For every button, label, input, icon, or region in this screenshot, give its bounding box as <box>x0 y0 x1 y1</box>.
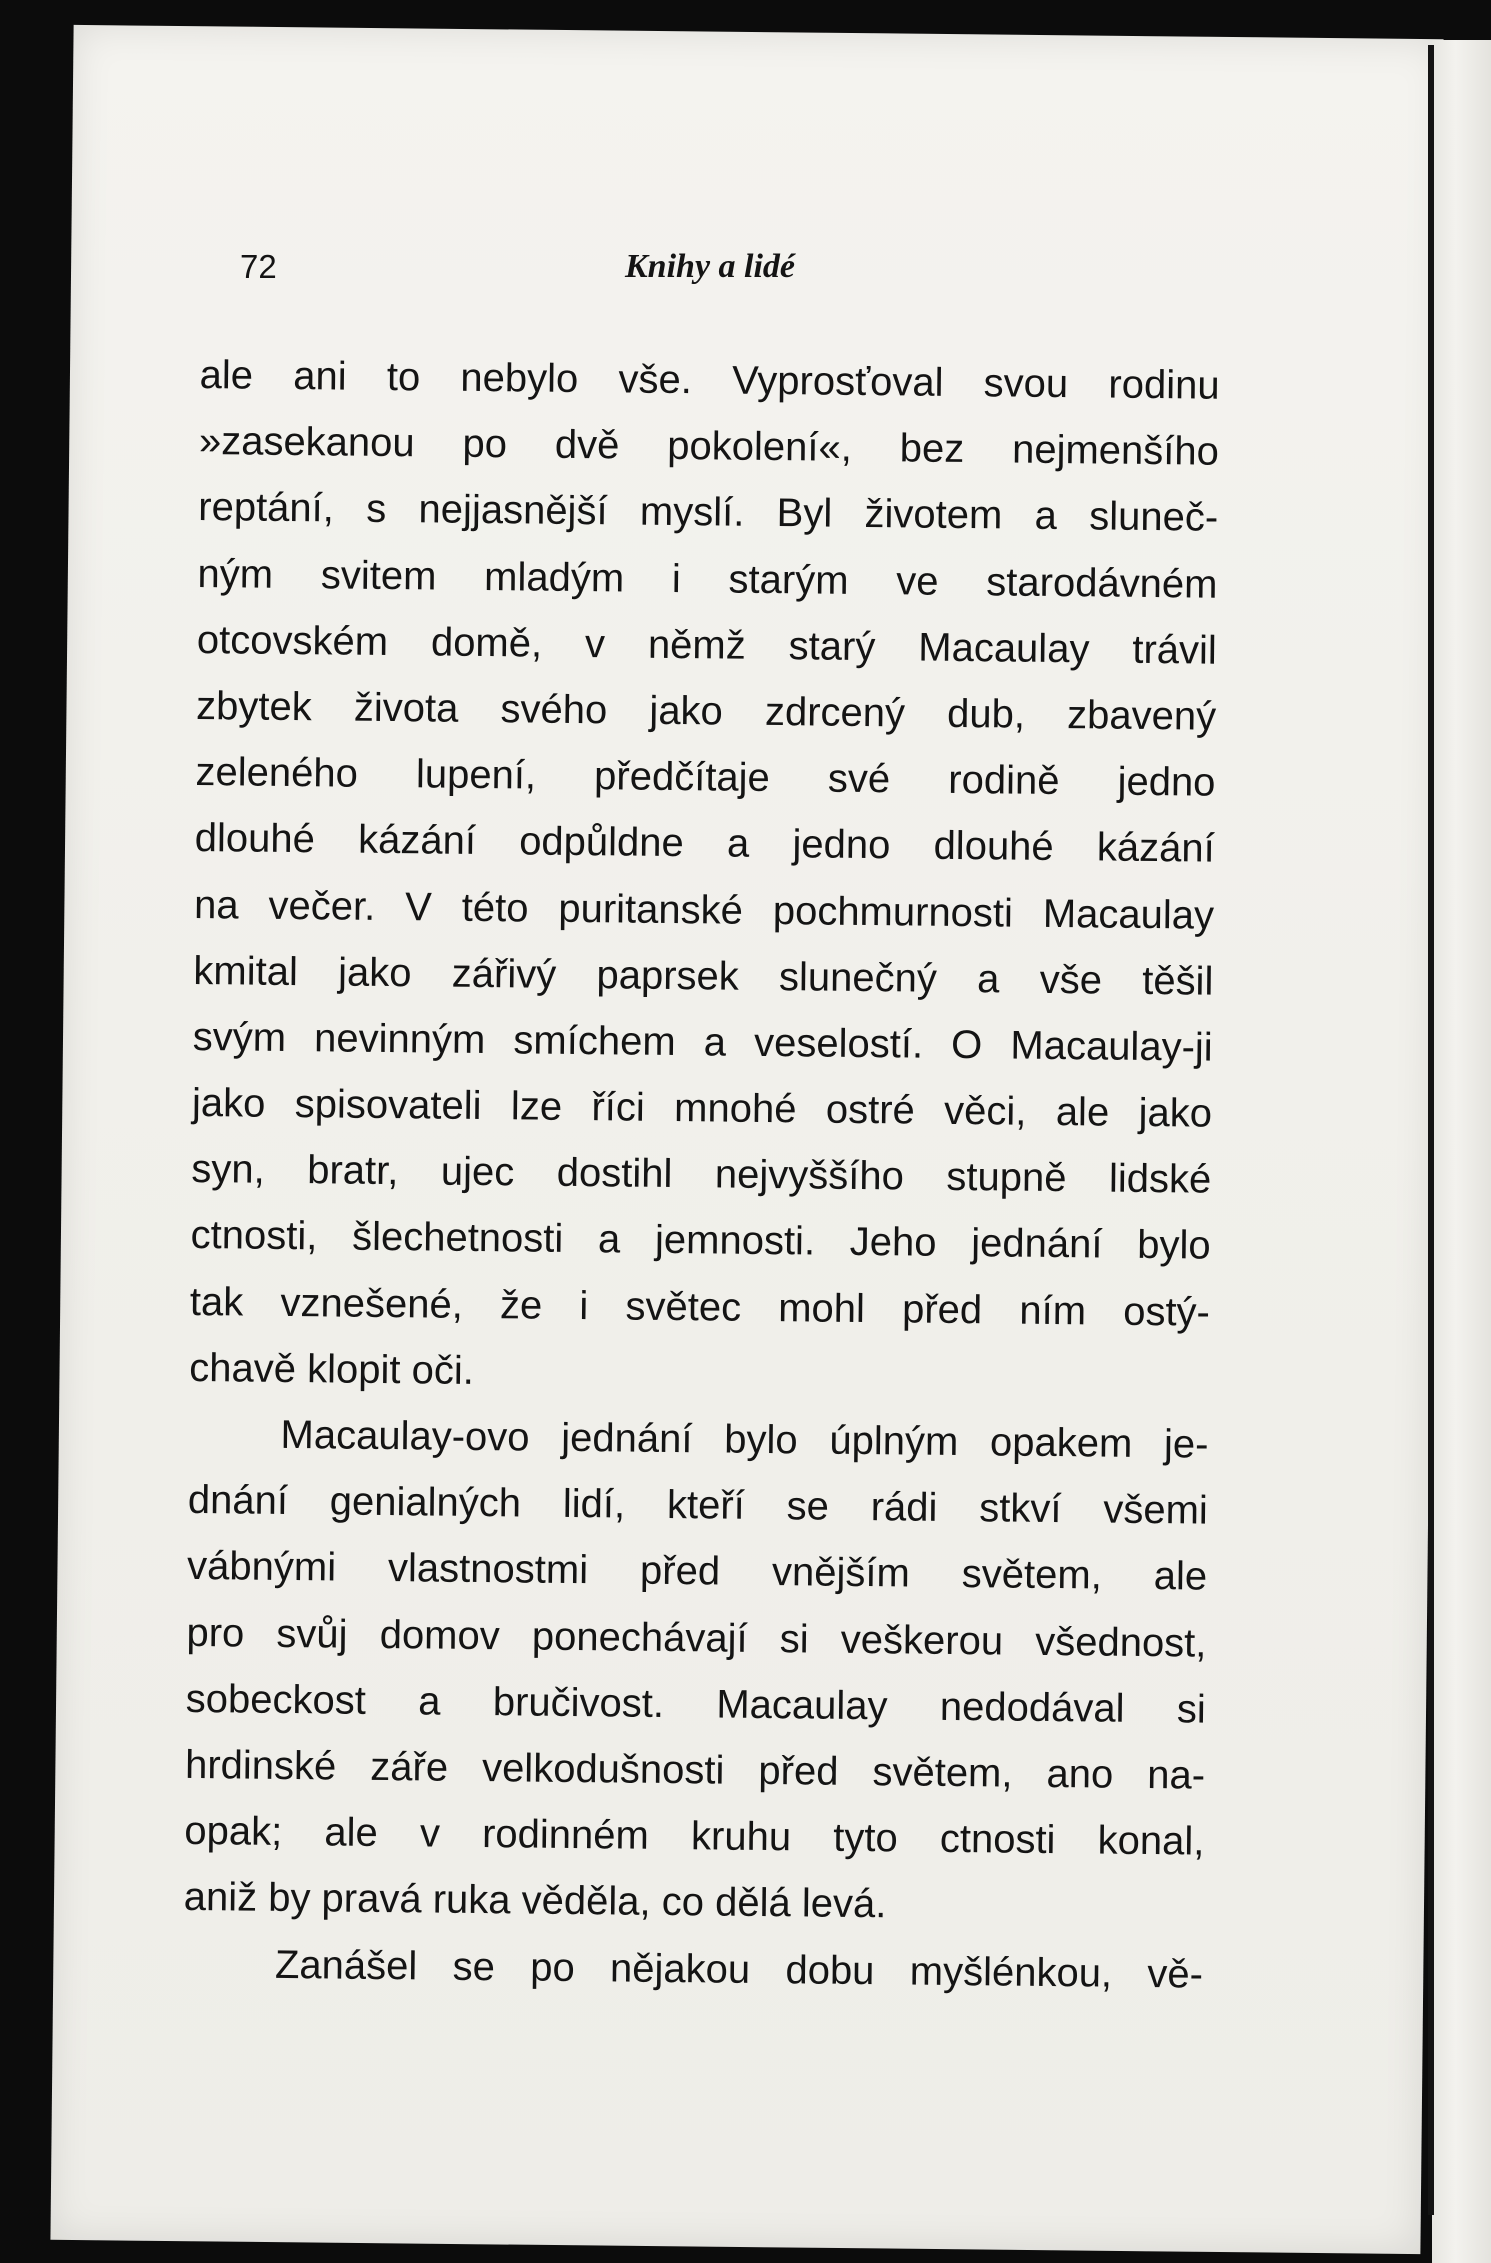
text-line: opak; ale v rodinném kruhu tyto ctnosti konal, <box>184 1809 1205 1864</box>
text-line: sobeckost a bručivost. Macaulay nedodával si <box>185 1676 1206 1732</box>
body-text <box>183 342 1220 2007</box>
text-line: Macaulay-ovo jednání bylo úplným opakem je- <box>280 1412 1209 1467</box>
text-line: tak vznešené, že i světec mohl před ním ostý- <box>189 1279 1211 1335</box>
text-line: ale ani to nebylo vše. Vyprosťoval svou rodinu <box>199 352 1220 408</box>
text-line: zbytek života svého jako zdrcený dub, zbavený <box>195 683 1217 739</box>
text-line: ctnosti, šlechetnosti a jemnosti. Jeho jednání bylo <box>190 1213 1211 1269</box>
page-number: 72 <box>240 248 277 285</box>
spine-shadow <box>1428 45 1434 2215</box>
text-line: kmital jako zářivý paprsek slunečný a vše těšil <box>193 948 1214 1004</box>
text-line: aniž by pravá ruka věděla, co dělá levá. <box>183 1875 887 1927</box>
text-line: vábnými vlastnostmi před vnějším světem, ale <box>186 1544 1208 1599</box>
text-line: pro svůj domov ponechávají si veškerou všednost, <box>186 1610 1207 1666</box>
text-line: svým nevinným smíchem a veselostí. O Macaulay-ji <box>192 1014 1213 1070</box>
text-line: otcovském domě, v němž starý Macaulay trávil <box>196 617 1218 673</box>
running-title: Knihy a lidé <box>625 248 796 285</box>
text-line: chavě klopit oči. <box>189 1345 475 1393</box>
text-line: zeleného lupení, předčítaje své rodině jedno <box>195 750 1216 805</box>
page-edge <box>1432 40 1491 2263</box>
text-line: dlouhé kázání odpůldne a jedno dlouhé kázání <box>194 816 1215 871</box>
text-line: reptání, s nejjasnější myslí. Byl životem a sluneč- <box>198 485 1219 541</box>
text-line: jako spisovateli lze říci mnohé ostré věci, ale jako <box>191 1081 1213 1136</box>
page-header <box>240 244 1080 296</box>
text-line: hrdinské záře velkodušnosti před světem, ano na- <box>184 1742 1206 1798</box>
text-line: ným svitem mladým i starým ve starodávném <box>197 551 1218 607</box>
text-line: Zanášel se po nějakou dobu myšlénkou, vě- <box>274 1942 1204 1997</box>
text-line: dnání genialných lidí, kteří se rádi stkví všemi <box>187 1478 1209 1533</box>
text-line: syn, bratr, ujec dostihl nejvyššího stupně lidské <box>191 1147 1212 1202</box>
text-line: na večer. V této puritanské pochmurnosti Macaulay <box>193 882 1215 938</box>
text-line: »zasekanou po dvě pokolení«, bez nejmenšího <box>198 419 1220 474</box>
